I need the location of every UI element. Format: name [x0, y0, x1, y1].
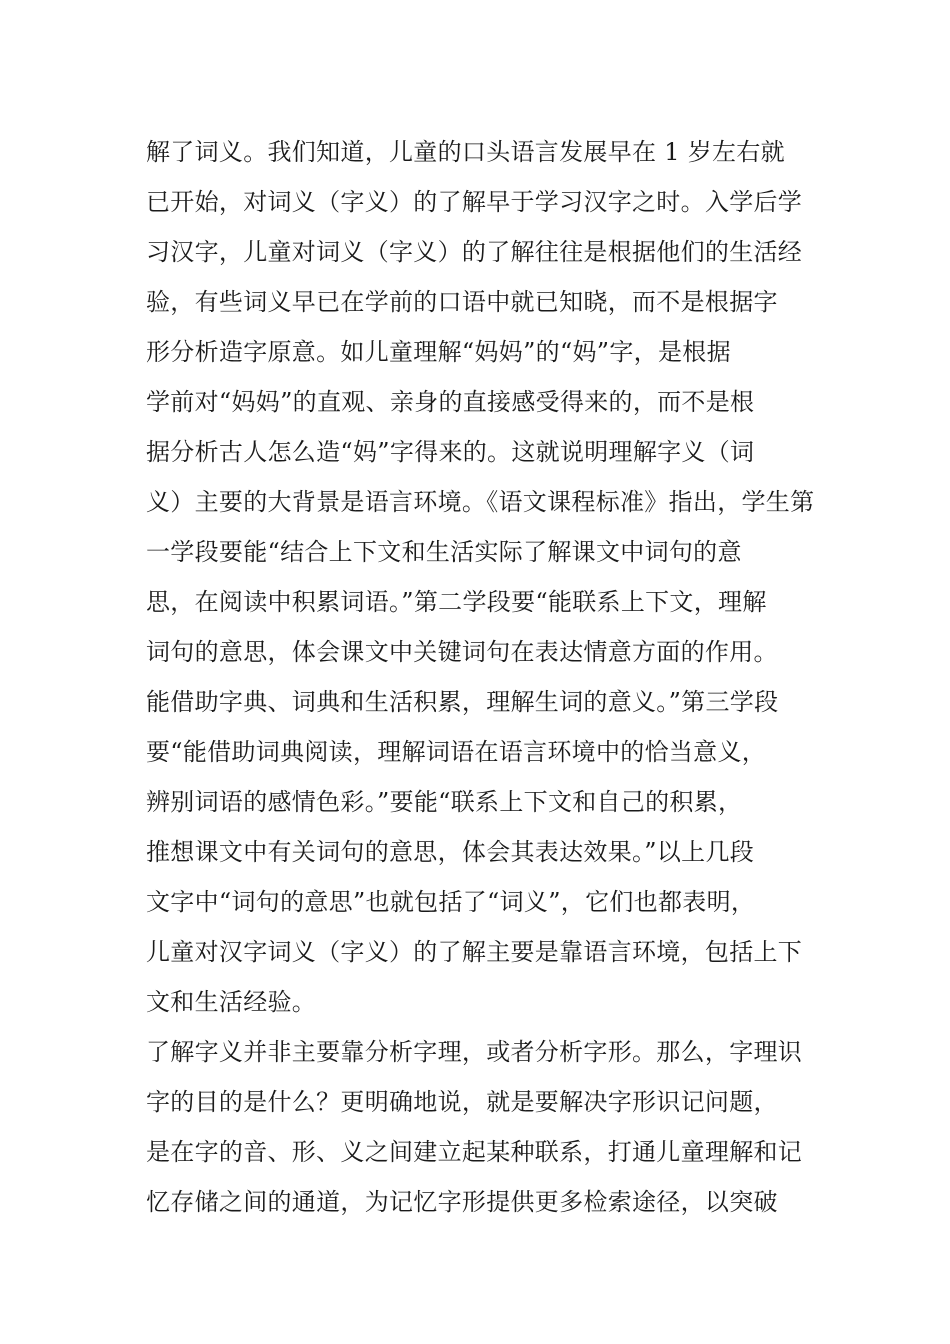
text-line: 解了词义。我们知道，儿童的口头语言发展早在 1 岁左右就 [146, 138, 785, 166]
text-line: 形分析造字原意。如儿童理解“妈妈”的“妈”字，是根据 [146, 338, 731, 366]
text-line: 已开始，对词义（字义）的了解早于学习汉字之时。入学后学 [146, 188, 803, 216]
text-line: 据分析古人怎么造“妈”字得来的。这就说明理解字义（词 [146, 438, 755, 466]
text-line: 推想课文中有关词句的意思，体会其表达效果。”以上几段 [146, 838, 755, 866]
text-line: 辨别词语的感情色彩。”要能“联系上下文和自己的积累， [146, 788, 743, 816]
paragraph-1 [146, 127, 818, 1027]
text-line: 词句的意思，体会课文中关键词句在表达情意方面的作用。 [146, 638, 778, 666]
text-line: 验，有些词义早已在学前的口语中就已知晓，而不是根据字 [146, 288, 778, 316]
text-line: 学前对“妈妈”的直观、亲身的直接感受得来的，而不是根 [146, 388, 755, 416]
text-line: 文字中“词句的意思”也就包括了“词义”，它们也都表明， [146, 888, 756, 916]
text-line: 忆存储之间的通道，为记忆字形提供更多检索途径，以突破 [146, 1188, 778, 1216]
text-line: 文和生活经验。 [146, 988, 317, 1016]
body-text [146, 127, 818, 1227]
text-line: 儿童对汉字词义（字义）的了解主要是靠语言环境，包括上下 [146, 938, 803, 966]
text-line: 义）主要的大背景是语言环境。《语文课程标准》指出，学生第 [146, 488, 815, 516]
text-line: 字的目的是什么？更明确地说，就是要解决字形识记问题， [146, 1088, 778, 1116]
text-line: 能借助字典、词典和生活积累，理解生词的意义。”第三学段 [146, 688, 779, 716]
text-line: 思，在阅读中积累词语。”第二学段要“能联系上下文，理解 [146, 588, 767, 616]
text-line: 要“能借助词典阅读，理解词语在语言环境中的恰当意义， [146, 738, 767, 766]
text-line: 了解字义并非主要靠分析字理，或者分析字形。那么，字理识 [146, 1038, 803, 1066]
paragraph-2 [146, 1027, 818, 1227]
text-line: 习汉字，儿童对词义（字义）的了解往往是根据他们的生活经 [146, 238, 803, 266]
text-line: 一学段要能“结合上下文和生活实际了解课文中词句的意 [146, 538, 742, 566]
text-line: 是在字的音、形、义之间建立起某种联系，打通儿童理解和记 [146, 1138, 803, 1166]
